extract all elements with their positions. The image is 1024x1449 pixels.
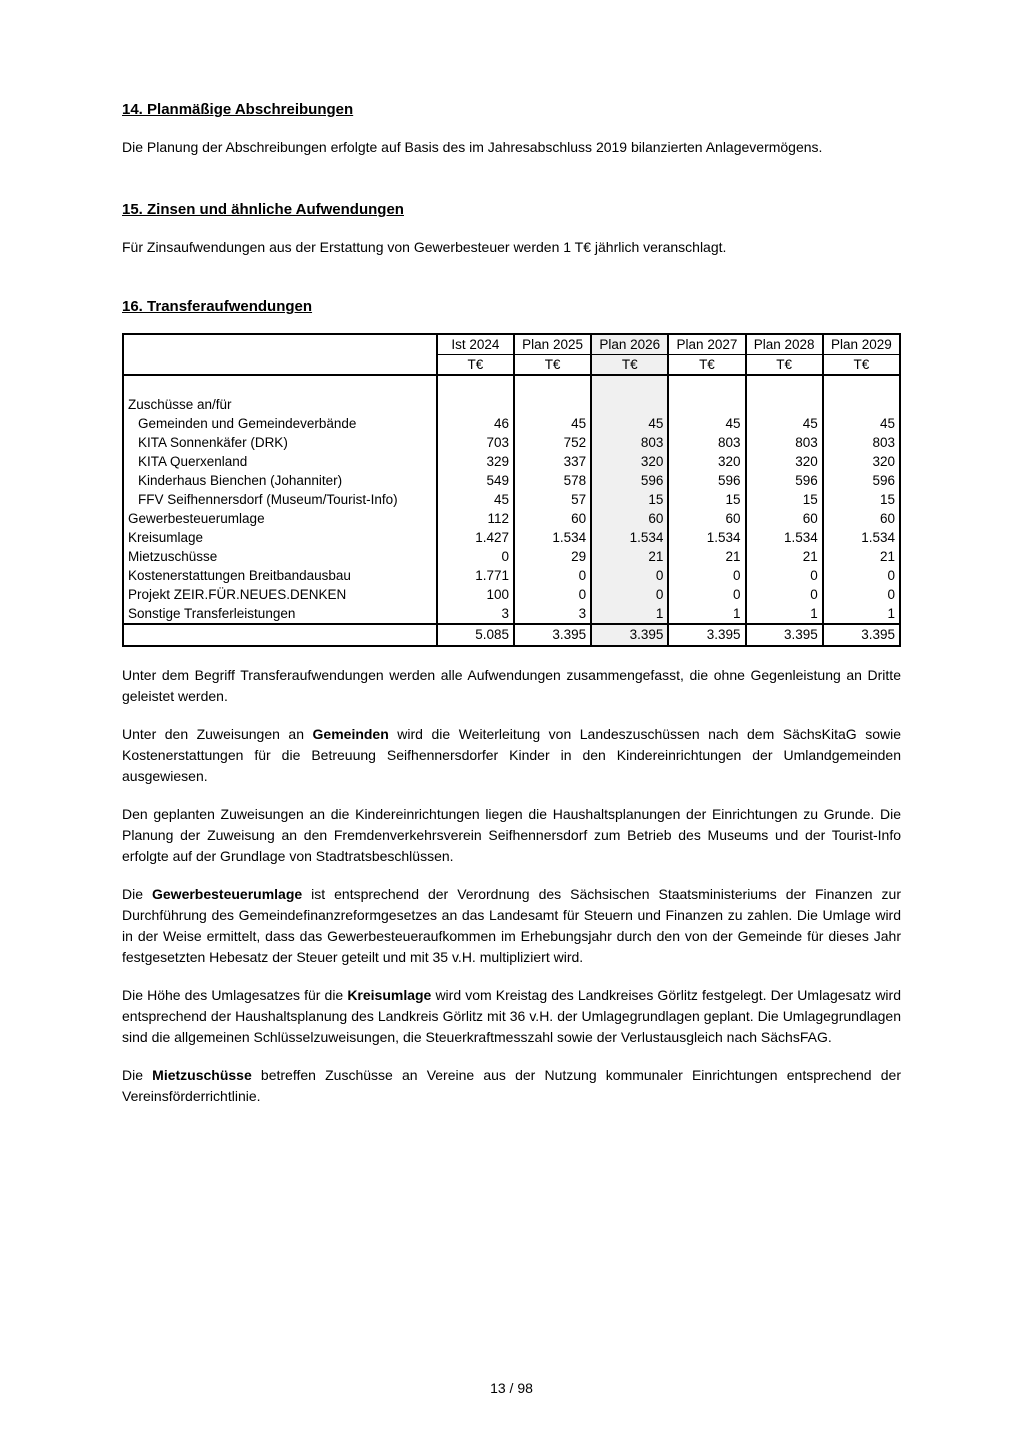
value-cell	[746, 395, 823, 414]
value-cell: 3.395	[823, 624, 900, 646]
text-run: Die	[122, 1067, 153, 1083]
body-paragraph	[122, 985, 901, 1048]
value-cell: 60	[591, 509, 668, 528]
section-15-heading: 15. Zinsen und ähnliche Aufwendungen	[122, 201, 404, 218]
row-label: KITA Querxenland	[138, 454, 248, 469]
value-cell: 0	[823, 585, 900, 604]
value-cell: 1.534	[591, 528, 668, 547]
value-cell: 0	[746, 566, 823, 585]
value-cell: 0	[591, 585, 668, 604]
value-cell: 320	[591, 452, 668, 471]
table-row	[123, 509, 900, 528]
table-row	[123, 490, 900, 509]
value-cell	[823, 375, 900, 395]
value-cell: 1.427	[437, 528, 514, 547]
value-cell	[437, 395, 514, 414]
value-cell	[514, 375, 591, 395]
value-cell: 3	[437, 604, 514, 624]
value-cell: 21	[591, 547, 668, 566]
value-cell: 596	[746, 471, 823, 490]
row-label: Zuschüsse an/für	[128, 397, 232, 412]
section-16-heading: 16. Transferaufwendungen	[122, 298, 313, 315]
unit-header: T€	[591, 355, 668, 376]
value-cell: 45	[668, 414, 745, 433]
table-header	[123, 334, 900, 375]
value-cell	[668, 395, 745, 414]
value-cell: 60	[514, 509, 591, 528]
value-cell: 320	[823, 452, 900, 471]
value-cell: 320	[668, 452, 745, 471]
value-cell: 596	[823, 471, 900, 490]
value-cell: 596	[591, 471, 668, 490]
value-cell: 29	[514, 547, 591, 566]
body-paragraph	[122, 665, 901, 707]
table-corner-cell	[123, 334, 437, 375]
text-run: Unter dem Begriff Transferaufwendungen werden alle Aufwendungen zusammengefasst, die ohne Gegenleistung an Dritte geleistet werden.	[122, 667, 901, 704]
bold-term: Gemeinden	[312, 726, 389, 742]
section-14-paragraph: Die Planung der Abschreibungen erfolgte auf Basis des im Jahresabschluss 2019 bilanzierten Anlagevermögens.	[122, 139, 823, 155]
value-cell: 15	[591, 490, 668, 509]
table-row	[123, 433, 900, 452]
text-run: wird die Weiterleitung von Landeszuschüssen nach dem SächsKitaG sowie Kostenerstattungen für die Betreuung Seifhennersdorfer Kinder in den Kindereinrichtungen der Umlandgemeinden ausgewiesen.	[122, 726, 902, 784]
unit-header: T€	[514, 355, 591, 376]
column-header-plan-2027: Plan 2027	[668, 334, 745, 355]
table-row	[123, 528, 900, 547]
value-cell: 21	[746, 547, 823, 566]
value-cell: 112	[437, 509, 514, 528]
text-run: ist entsprechend der Verordnung des Sächsischen Staatsministeriums der Finanzen zur Durchführung des Gemeindefinanzreformgesetzes an das Landesamt für Steuern und Finanzen zu zahlen. Die Umlage wird in der Weise ermittelt, dass das Gewerbesteueraufkommen im Erhebungsjahr durch den von der Gemeinde für dieses Jahr festgesetzten Hebesatz der Steuer geteilt und mit 35 v.H. multipliziert wird.	[122, 886, 901, 965]
text-run: Die	[122, 886, 152, 902]
row-label: Mietzuschüsse	[128, 549, 218, 564]
row-label: Projekt ZEIR.FÜR.NEUES.DENKEN	[128, 587, 347, 602]
value-cell: 3.395	[746, 624, 823, 646]
value-cell	[823, 395, 900, 414]
row-label: Kreisumlage	[128, 530, 204, 545]
value-cell: 0	[514, 585, 591, 604]
value-cell: 3.395	[668, 624, 745, 646]
table-row	[123, 585, 900, 604]
row-label	[123, 375, 437, 395]
value-cell: 803	[591, 433, 668, 452]
value-cell: 329	[437, 452, 514, 471]
value-cell: 21	[668, 547, 745, 566]
section-15-paragraph: Für Zinsaufwendungen aus der Erstattung von Gewerbesteuer werden 1 T€ jährlich veranschlagt.	[122, 239, 727, 255]
value-cell: 60	[668, 509, 745, 528]
table-header-years-row	[123, 334, 900, 355]
text-run: betreffen Zuschüsse an Vereine aus der Nutzung kommunaler Einrichtungen entsprechend der Vereinsförderrichtlinie.	[122, 1067, 901, 1104]
unit-header: T€	[437, 355, 514, 376]
row-label: FFV Seifhennersdorf (Museum/Tourist-Info)	[138, 492, 398, 507]
value-cell: 100	[437, 585, 514, 604]
value-cell: 45	[746, 414, 823, 433]
value-cell: 0	[668, 566, 745, 585]
table-row	[123, 547, 900, 566]
value-cell: 15	[823, 490, 900, 509]
value-cell: 578	[514, 471, 591, 490]
text-run: Den geplanten Zuweisungen an die Kindereinrichtungen liegen die Haushaltsplanungen der Einrichtungen zu Grunde. Die Planung der Zuweisung an den Fremdenverkehrsverein Seifhennersdorf zum Betrieb des Museums und der Tourist-Info erfolgte auf der Grundlage von Stadtratsbeschlüssen.	[122, 806, 901, 864]
bold-term: Kreisumlage	[347, 987, 432, 1003]
page-content	[122, 0, 901, 1107]
table-row	[123, 414, 900, 433]
value-cell: 45	[823, 414, 900, 433]
value-cell: 0	[437, 547, 514, 566]
table-row	[123, 471, 900, 490]
value-cell: 703	[437, 433, 514, 452]
body-paragraph	[122, 1065, 901, 1107]
unit-header: T€	[823, 355, 900, 376]
bold-term: Gewerbesteuerumlage	[152, 886, 303, 902]
value-cell: 3.395	[591, 624, 668, 646]
value-cell: 1	[591, 604, 668, 624]
spacer-row	[123, 375, 900, 395]
value-cell	[437, 375, 514, 395]
column-header-plan-2025: Plan 2025	[514, 334, 591, 355]
value-cell: 752	[514, 433, 591, 452]
text-run: Unter den Zuweisungen an	[122, 726, 313, 742]
value-cell: 549	[437, 471, 514, 490]
value-cell: 60	[823, 509, 900, 528]
value-cell: 45	[514, 414, 591, 433]
column-header-plan-2028: Plan 2028	[746, 334, 823, 355]
value-cell: 803	[668, 433, 745, 452]
value-cell	[591, 395, 668, 414]
row-label: Kinderhaus Bienchen (Johanniter)	[138, 473, 343, 488]
value-cell	[746, 375, 823, 395]
value-cell	[514, 395, 591, 414]
unit-header: T€	[668, 355, 745, 376]
row-label: KITA Sonnenkäfer (DRK)	[138, 435, 288, 450]
value-cell: 1.771	[437, 566, 514, 585]
text-run: Die Höhe des Umlagesatzes für die	[122, 987, 348, 1003]
value-cell	[668, 375, 745, 395]
value-cell: 1	[668, 604, 745, 624]
value-cell: 1.534	[823, 528, 900, 547]
table-row	[123, 395, 900, 414]
row-label: Gewerbesteuerumlage	[128, 511, 265, 526]
table-row	[123, 604, 900, 624]
section-14-heading: 14. Planmäßige Abschreibungen	[122, 101, 354, 118]
value-cell: 337	[514, 452, 591, 471]
table-row	[123, 566, 900, 585]
value-cell: 5.085	[437, 624, 514, 646]
value-cell: 3.395	[514, 624, 591, 646]
value-cell: 0	[514, 566, 591, 585]
value-cell: 45	[437, 490, 514, 509]
value-cell: 46	[437, 414, 514, 433]
column-header-plan-2026: Plan 2026	[591, 334, 668, 355]
unit-header: T€	[746, 355, 823, 376]
value-cell: 1.534	[668, 528, 745, 547]
value-cell	[591, 375, 668, 395]
value-cell: 60	[746, 509, 823, 528]
value-cell: 1	[823, 604, 900, 624]
value-cell: 0	[591, 566, 668, 585]
column-header-plan-2029: Plan 2029	[823, 334, 900, 355]
column-header-ist-2024: Ist 2024	[437, 334, 514, 355]
row-label: Gemeinden und Gemeindeverbände	[138, 416, 357, 431]
transfer-expenses-table	[122, 333, 901, 647]
body-paragraph	[122, 724, 901, 787]
value-cell: 596	[668, 471, 745, 490]
table-row	[123, 452, 900, 471]
row-label: Kostenerstattungen Breitbandausbau	[128, 568, 351, 583]
value-cell: 15	[668, 490, 745, 509]
table-body	[123, 375, 900, 646]
bold-term: Mietzuschüsse	[152, 1067, 252, 1083]
value-cell: 803	[823, 433, 900, 452]
value-cell: 0	[823, 566, 900, 585]
value-cell: 1.534	[746, 528, 823, 547]
value-cell: 320	[746, 452, 823, 471]
value-cell: 3	[514, 604, 591, 624]
paragraphs-block	[122, 665, 901, 1107]
body-paragraph	[122, 884, 901, 968]
row-label: Sonstige Transferleistungen	[128, 606, 296, 621]
value-cell: 15	[746, 490, 823, 509]
value-cell: 21	[823, 547, 900, 566]
value-cell: 0	[746, 585, 823, 604]
value-cell: 45	[591, 414, 668, 433]
page-number: 13 / 98	[490, 1380, 533, 1396]
body-paragraph	[122, 804, 901, 867]
totals-row	[123, 624, 900, 646]
text-run: wird vom Kreistag des Landkreises Görlitz festgelegt. Der Umlagesatz wird entsprechend der Haushaltsplanung des Landkreis Görlitz mit 36 v.H. der Umlagegrundlagen geplant. Die Umlagegrundlagen sind die allgemeinen Schlüsselzuweisungen, die Steuerkraftmesszahl sowie der Verlustausgleich nach SächsFAG.	[122, 987, 901, 1045]
value-cell: 1.534	[514, 528, 591, 547]
value-cell: 0	[668, 585, 745, 604]
value-cell: 803	[746, 433, 823, 452]
value-cell: 1	[746, 604, 823, 624]
value-cell: 57	[514, 490, 591, 509]
row-label	[123, 624, 437, 646]
